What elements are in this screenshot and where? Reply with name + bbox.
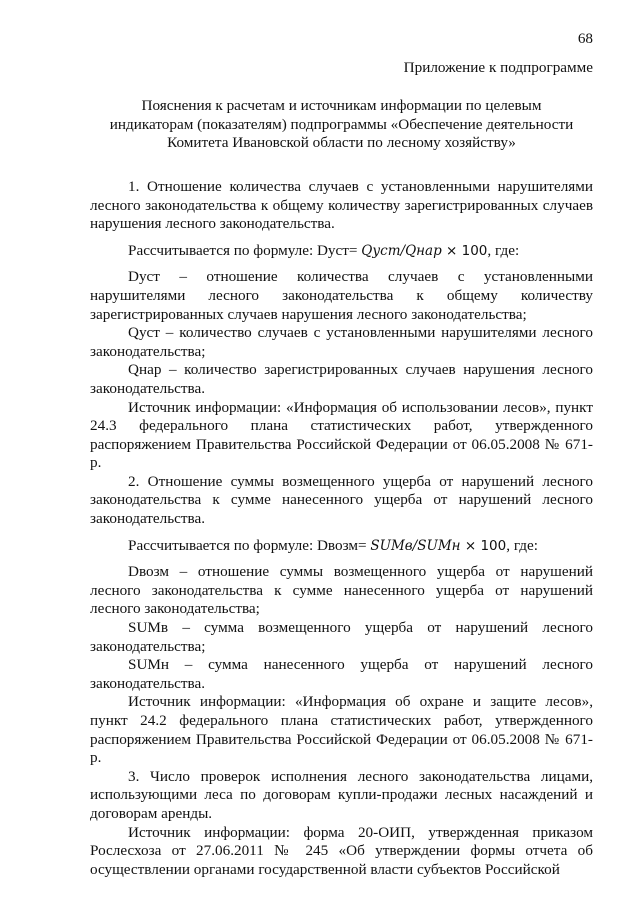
formula-1 [90, 242, 593, 261]
formula-1-prefix: Рассчитывается по формуле: Dуст= [128, 241, 362, 259]
formula-2-multiplier: × 100 [460, 537, 507, 554]
title-line: Пояснения к расчетам и источникам информации по целевым [141, 97, 542, 115]
formula-1-suffix: , где: [487, 241, 520, 259]
formula-2-prefix: Рассчитывается по формуле: Dвозм= [128, 536, 371, 554]
document-title [90, 97, 593, 153]
formula-2 [90, 537, 593, 556]
source-2: Источник информации: «Информация об охране и защите лесов», пункт 24.2 федерального плана статистических работ, утвержденного распоряжением Правительства Российской Федерации от 06.05.2008 № 671-р. [90, 693, 593, 767]
source-3: Источник информации: форма 20-ОИП, утвержденная приказом Рослесхоза от 27.06.2011 № 245 «Об утверждении формы отчета об осуществлении органами государственной власти субъектов Российской [90, 823, 593, 878]
title-line: Комитета Ивановской области по лесному хозяйству» [167, 134, 516, 152]
indicator-2-heading: 2. Отношение суммы возмещенного ущерба от нарушений лесного законодательства к сумме нанесенного ущерба от нарушений лесного законодательства. [90, 472, 593, 528]
definition-sumv: SUMв – сумма возмещенного ущерба от нарушений лесного законодательства; [90, 619, 593, 655]
definition-dvozm: Dвозм – отношение суммы возмещенного ущерба от нарушений лесного законодательства к сумме нанесенного ущерба от нарушений лесного законодательства; [90, 563, 593, 618]
appendix-label: Приложение к подпрограмме [403, 58, 593, 76]
definition-dust: Dуст – отношение количества случаев с установленными нарушителями лесного законодательства к общему количеству зарегистрированных случаев нарушения лесного законодательства; [90, 268, 593, 323]
formula-2-expression: SUMв/SUMн [370, 537, 461, 554]
indicator-1-heading: 1. Отношение количества случаев с установленными нарушителями лесного законодательства к общему количеству зарегистрированных случаев нарушения лесного законодательства. [90, 177, 593, 233]
source-1: Источник информации: «Информация об использовании лесов», пункт 24.3 федерального плана статистических работ, утвержденного распоряжением Правительства Российской Федерации от 06.05.2008 № 671-р. [90, 398, 593, 472]
formula-1-multiplier: × 100 [441, 242, 488, 259]
title-line: индикаторам (показателям) подпрограммы «Обеспечение деятельности [109, 115, 574, 133]
indicator-3-heading: 3. Число проверок исполнения лесного законодательства лицами, использующими леса по договорам купли-продажи лесных насаждений и договорам аренды. [90, 767, 593, 822]
page-number: 68 [577, 30, 593, 47]
definition-sumn: SUMн – сумма нанесенного ущерба от нарушений лесного законодательства. [90, 656, 593, 692]
definition-qust: Qуст – количество случаев с установленными нарушителями лесного законодательства; [90, 324, 593, 360]
formula-1-expression: Qуст/Qнар [361, 242, 442, 259]
formula-2-suffix: , где: [506, 536, 538, 554]
definition-qnar: Qнар – количество зарегистрированных случаев нарушения лесного законодательства. [90, 361, 593, 397]
